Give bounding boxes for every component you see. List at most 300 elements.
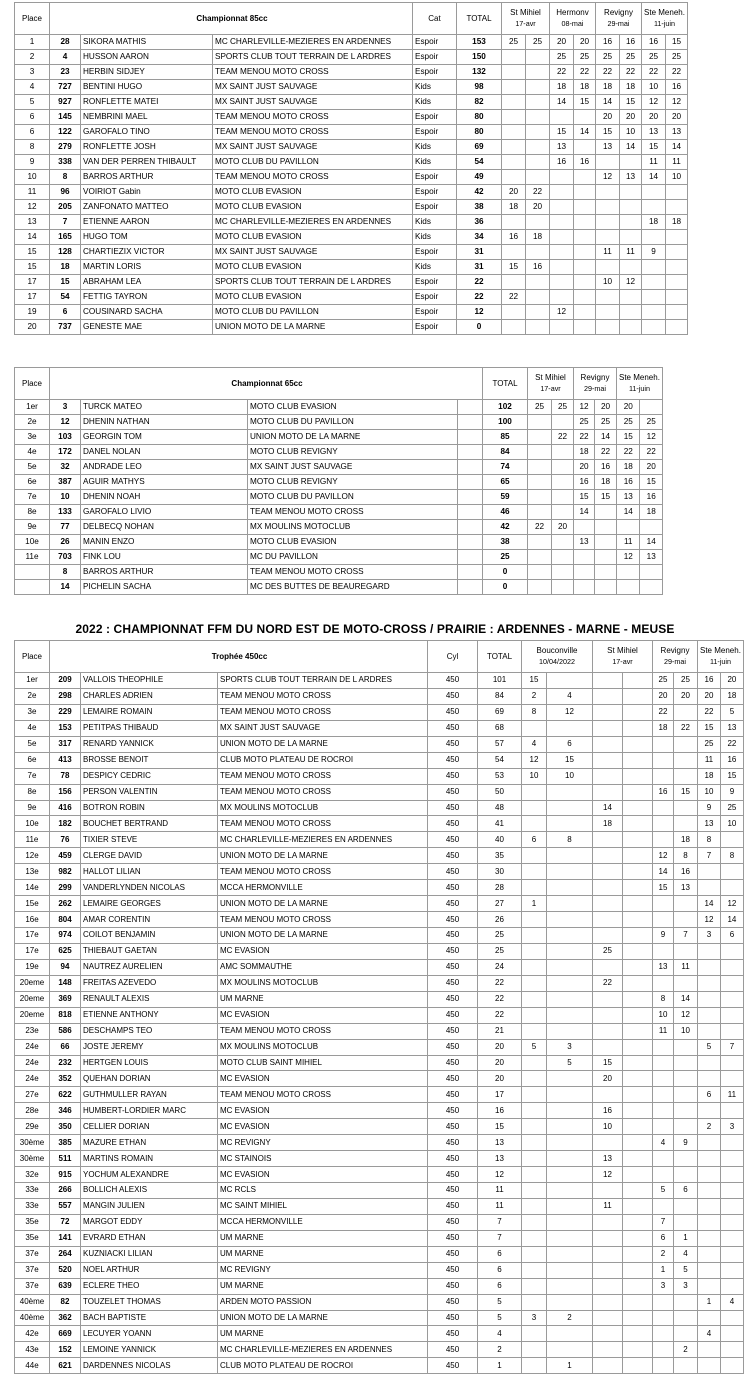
table-row — [15, 290, 688, 305]
place-cell: 11e — [15, 832, 50, 848]
club-cell: MC EVASION — [218, 1007, 428, 1023]
score-cell — [547, 864, 593, 880]
score-cell — [522, 848, 547, 864]
score-cell: 9 — [698, 800, 721, 816]
score-cell — [653, 1198, 674, 1214]
score-cell — [595, 550, 617, 565]
rider-name-cell: FREITAS AZEVEDO — [81, 975, 218, 991]
score-cell — [522, 1246, 547, 1262]
score-cell: 10 — [666, 170, 688, 185]
cat-cell: Kids — [413, 215, 457, 230]
score-cell: 20 — [526, 200, 550, 215]
event-header: Revigny 29-mai — [653, 641, 698, 673]
score-cell — [547, 880, 593, 896]
score-cell: 20 — [574, 35, 596, 50]
rider-number-cell: 262 — [50, 896, 81, 912]
club-cell: TEAM MENOU MOTO CROSS — [218, 864, 428, 880]
empty-cell — [458, 445, 483, 460]
score-cell — [593, 1183, 623, 1199]
cyl-cell: 450 — [428, 1119, 478, 1135]
club-cell: MOTO CLUB EVASION — [213, 230, 413, 245]
score-cell — [522, 784, 547, 800]
rider-number-cell: 385 — [50, 1135, 81, 1151]
empty-cell — [458, 505, 483, 520]
score-cell — [593, 768, 623, 784]
total-cell: 40 — [478, 832, 522, 848]
score-cell: 10 — [620, 125, 642, 140]
score-cell — [720, 880, 743, 896]
score-cell — [698, 1167, 721, 1183]
place-cell: 19e — [15, 959, 50, 975]
score-cell: 14 — [593, 800, 623, 816]
score-cell — [526, 215, 550, 230]
score-cell: 16 — [640, 490, 662, 505]
club-cell: MC REVIGNY — [218, 1262, 428, 1278]
score-cell: 14 — [617, 505, 640, 520]
score-cell — [640, 565, 662, 580]
total-cell: 0 — [483, 565, 528, 580]
score-cell: 5 — [720, 704, 743, 720]
place-cell: 17e — [15, 943, 50, 959]
score-cell — [720, 1055, 743, 1071]
table-row — [15, 943, 744, 959]
cat-cell: Espoir — [413, 305, 457, 320]
total-cell: 46 — [483, 505, 528, 520]
score-cell — [623, 1294, 653, 1310]
score-cell — [593, 673, 623, 689]
table-row — [15, 260, 688, 275]
event-header: St Mihiel 17-avr — [502, 3, 550, 35]
total-cell: 11 — [478, 1198, 522, 1214]
score-cell: 12 — [522, 752, 547, 768]
score-cell: 25 — [502, 35, 526, 50]
total-cell: 41 — [478, 816, 522, 832]
place-cell: 37e — [15, 1246, 50, 1262]
rider-name-cell: QUEHAN DORIAN — [81, 1071, 218, 1087]
total-cell: 13 — [478, 1135, 522, 1151]
score-cell — [720, 975, 743, 991]
rider-number-cell: 15 — [50, 275, 81, 290]
club-cell: MC DU PAVILLON — [248, 550, 458, 565]
club-cell: MC EVASION — [218, 1103, 428, 1119]
score-cell: 12 — [640, 430, 662, 445]
score-cell: 13 — [642, 125, 666, 140]
rider-number-cell: 264 — [50, 1246, 81, 1262]
score-cell — [653, 896, 674, 912]
rider-number-cell: 737 — [50, 320, 81, 335]
score-cell — [522, 1087, 547, 1103]
rider-name-cell: MANIN ENZO — [81, 535, 248, 550]
rider-name-cell: GEORGIN TOM — [81, 430, 248, 445]
club-cell: MX MOULINS MOTOCLUB — [218, 800, 428, 816]
table-row — [15, 1294, 744, 1310]
score-cell: 14 — [653, 864, 674, 880]
cat-cell: Espoir — [413, 110, 457, 125]
score-cell: 11 — [620, 245, 642, 260]
club-cell: SPORTS CLUB TOUT TERRAIN DE L ARDRES — [213, 50, 413, 65]
score-cell: 14 — [642, 170, 666, 185]
total-cell: 102 — [483, 400, 528, 415]
score-cell: 25 — [552, 400, 574, 415]
score-cell — [698, 1278, 721, 1294]
rider-name-cell: VOIRIOT Gabin — [81, 185, 213, 200]
score-cell — [526, 80, 550, 95]
score-cell: 22 — [595, 445, 617, 460]
cyl-cell: 450 — [428, 1151, 478, 1167]
score-cell — [623, 1087, 653, 1103]
score-cell: 16 — [595, 460, 617, 475]
score-cell — [522, 1183, 547, 1199]
rider-name-cell: MANGIN JULIEN — [81, 1198, 218, 1214]
rider-name-cell: DELBECQ NOHAN — [81, 520, 248, 535]
table-row — [15, 1135, 744, 1151]
score-cell: 8 — [674, 848, 698, 864]
score-cell — [502, 275, 526, 290]
cyl-cell: 450 — [428, 736, 478, 752]
score-cell — [522, 1135, 547, 1151]
score-cell — [502, 50, 526, 65]
score-cell: 15 — [595, 490, 617, 505]
place-cell: 2e — [15, 415, 50, 430]
table-row — [15, 475, 663, 490]
rider-number-cell: 122 — [50, 125, 81, 140]
total-cell: 22 — [478, 975, 522, 991]
club-cell: TEAM MENOU MOTO CROSS — [218, 912, 428, 928]
rider-number-cell: 622 — [50, 1087, 81, 1103]
score-cell — [640, 520, 662, 535]
table-row — [15, 800, 744, 816]
score-cell: 18 — [574, 80, 596, 95]
table-row — [15, 550, 663, 565]
score-cell: 11 — [617, 535, 640, 550]
rider-name-cell: BROSSE BENOIT — [81, 752, 218, 768]
score-cell: 8 — [653, 991, 674, 1007]
score-cell: 10 — [596, 275, 620, 290]
empty-cell — [458, 400, 483, 415]
rider-number-cell: 557 — [50, 1198, 81, 1214]
score-cell: 4 — [720, 1294, 743, 1310]
score-cell — [595, 580, 617, 595]
rider-name-cell: FETTIG TAYRON — [81, 290, 213, 305]
score-cell: 18 — [550, 80, 574, 95]
score-cell — [653, 1119, 674, 1135]
score-cell — [547, 1183, 593, 1199]
score-cell: 14 — [574, 125, 596, 140]
score-cell — [620, 155, 642, 170]
score-cell — [642, 230, 666, 245]
score-cell — [593, 1039, 623, 1055]
rider-name-cell: DHENIN NATHAN — [81, 415, 248, 430]
total-cell: 34 — [457, 230, 502, 245]
score-cell: 7 — [653, 1214, 674, 1230]
place-cell: 15 — [15, 260, 50, 275]
score-cell: 22 — [617, 445, 640, 460]
score-cell — [593, 720, 623, 736]
place-cell: 24e — [15, 1071, 50, 1087]
place-cell: 40ème — [15, 1294, 50, 1310]
club-cell: MC DES BUTTES DE BEAUREGARD — [248, 580, 458, 595]
cat-cell: Espoir — [413, 185, 457, 200]
rider-number-cell: 338 — [50, 155, 81, 170]
rider-name-cell: FINK LOU — [81, 550, 248, 565]
total-cell: 65 — [483, 475, 528, 490]
score-cell — [623, 1023, 653, 1039]
score-cell — [552, 475, 574, 490]
place-cell: 42e — [15, 1326, 50, 1342]
score-cell — [502, 155, 526, 170]
score-cell: 16 — [674, 864, 698, 880]
rider-name-cell: ABRAHAM LEA — [81, 275, 213, 290]
cat-cell: Kids — [413, 95, 457, 110]
score-cell — [620, 215, 642, 230]
club-cell: MC EVASION — [218, 943, 428, 959]
score-cell — [574, 260, 596, 275]
score-cell — [552, 580, 574, 595]
place-cell: 8e — [15, 505, 50, 520]
score-cell — [574, 215, 596, 230]
rider-number-cell: 298 — [50, 688, 81, 704]
event-header: Revigny 29-mai — [574, 368, 617, 400]
cat-cell: Espoir — [413, 170, 457, 185]
score-cell — [593, 1310, 623, 1326]
score-cell: 18 — [574, 445, 595, 460]
score-cell — [674, 943, 698, 959]
championship-banner: 2022 : CHAMPIONNAT FFM DU NORD EST DE MOTO-CROSS / PRAIRIE : ARDENNES - MARNE - MEUSE — [75, 622, 675, 636]
score-cell: 22 — [666, 65, 688, 80]
score-cell — [522, 1023, 547, 1039]
rider-number-cell: 10 — [50, 490, 81, 505]
score-cell — [522, 1055, 547, 1071]
place-cell: 12e — [15, 848, 50, 864]
rider-number-cell: 72 — [50, 1214, 81, 1230]
score-cell — [522, 816, 547, 832]
header-row — [15, 368, 663, 400]
place-cell: 6 — [15, 125, 50, 140]
score-cell — [720, 1262, 743, 1278]
score-cell — [547, 720, 593, 736]
cyl-cell: 450 — [428, 1214, 478, 1230]
score-cell — [623, 1278, 653, 1294]
score-cell: 13 — [653, 959, 674, 975]
score-cell: 16 — [653, 784, 674, 800]
score-cell — [642, 275, 666, 290]
total-cell: 20 — [478, 1071, 522, 1087]
cyl-cell: 450 — [428, 1198, 478, 1214]
total-cell: 53 — [478, 768, 522, 784]
rider-number-cell: 915 — [50, 1167, 81, 1183]
club-cell: MC EVASION — [218, 1167, 428, 1183]
score-cell — [547, 1007, 593, 1023]
rider-number-cell: 205 — [50, 200, 81, 215]
score-cell — [653, 832, 674, 848]
club-cell: MC CHARLEVILLE-MEZIERES EN ARDENNES — [218, 1342, 428, 1358]
rider-name-cell: MARTINS ROMAIN — [81, 1151, 218, 1167]
score-cell — [593, 1135, 623, 1151]
score-cell — [526, 170, 550, 185]
score-cell — [522, 991, 547, 1007]
total-header: TOTAL — [483, 368, 528, 400]
rider-name-cell: YOCHUM ALEXANDRE — [81, 1167, 218, 1183]
score-cell — [547, 848, 593, 864]
table-row — [15, 1278, 744, 1294]
place-cell: 10e — [15, 816, 50, 832]
total-cell: 22 — [457, 290, 502, 305]
table-row — [15, 1326, 744, 1342]
rider-number-cell: 165 — [50, 230, 81, 245]
score-cell — [623, 1135, 653, 1151]
score-cell: 3 — [653, 1278, 674, 1294]
score-cell — [547, 1119, 593, 1135]
score-cell — [596, 200, 620, 215]
rider-name-cell: NEMBRINI MAEL — [81, 110, 213, 125]
score-cell — [653, 1071, 674, 1087]
total-cell: 98 — [457, 80, 502, 95]
rider-number-cell: 703 — [50, 550, 81, 565]
empty-cell — [458, 415, 483, 430]
score-cell: 14 — [550, 95, 574, 110]
place-cell: 3e — [15, 704, 50, 720]
club-cell: UNION MOTO DE LA MARNE — [213, 320, 413, 335]
score-cell: 9 — [674, 1135, 698, 1151]
cat-cell: Espoir — [413, 245, 457, 260]
table-row — [15, 864, 744, 880]
club-cell: MOTO CLUB EVASION — [213, 200, 413, 215]
rider-name-cell: DHENIN NOAH — [81, 490, 248, 505]
table-row — [15, 1071, 744, 1087]
score-cell — [674, 1310, 698, 1326]
cyl-cell: 450 — [428, 896, 478, 912]
score-cell — [528, 460, 552, 475]
score-cell — [653, 800, 674, 816]
score-cell: 2 — [698, 1119, 721, 1135]
score-cell — [526, 110, 550, 125]
rider-number-cell: 77 — [50, 520, 81, 535]
score-cell — [574, 140, 596, 155]
score-cell — [522, 720, 547, 736]
score-cell: 12 — [617, 550, 640, 565]
score-cell — [698, 1246, 721, 1262]
score-cell — [720, 1007, 743, 1023]
total-cell: 20 — [478, 1055, 522, 1071]
score-cell — [595, 565, 617, 580]
place-cell: 43e — [15, 1342, 50, 1358]
score-cell — [574, 245, 596, 260]
table-row — [15, 65, 688, 80]
score-cell: 9 — [720, 784, 743, 800]
score-cell: 25 — [674, 673, 698, 689]
score-cell — [593, 784, 623, 800]
score-cell — [674, 1055, 698, 1071]
score-cell: 3 — [522, 1310, 547, 1326]
rider-name-cell: GAROFALO TINO — [81, 125, 213, 140]
club-cell: UNION MOTO DE LA MARNE — [218, 736, 428, 752]
score-cell — [720, 943, 743, 959]
score-cell — [623, 784, 653, 800]
rider-name-cell: PERSON VALENTIN — [81, 784, 218, 800]
score-cell — [620, 200, 642, 215]
score-cell: 16 — [502, 230, 526, 245]
table-row — [15, 1151, 744, 1167]
place-cell: 15 — [15, 245, 50, 260]
rider-name-cell: DANEL NOLAN — [81, 445, 248, 460]
score-cell: 13 — [617, 490, 640, 505]
table-row — [15, 704, 744, 720]
score-cell: 25 — [620, 50, 642, 65]
club-cell: MOTO CLUB EVASION — [248, 400, 458, 415]
empty-cell — [458, 430, 483, 445]
score-cell — [547, 784, 593, 800]
empty-cell — [458, 475, 483, 490]
score-cell: 5 — [522, 1039, 547, 1055]
score-cell — [623, 688, 653, 704]
cyl-cell: 450 — [428, 864, 478, 880]
club-cell: MOTO CLUB EVASION — [213, 260, 413, 275]
rider-name-cell: COUSINARD SACHA — [81, 305, 213, 320]
total-cell: 26 — [478, 912, 522, 928]
total-cell: 50 — [478, 784, 522, 800]
score-cell — [593, 752, 623, 768]
score-cell — [574, 230, 596, 245]
club-cell: MOTO CLUB DU PAVILLON — [248, 490, 458, 505]
rider-number-cell: 94 — [50, 959, 81, 975]
place-cell: 11e — [15, 550, 50, 565]
total-cell: 54 — [457, 155, 502, 170]
score-cell — [526, 140, 550, 155]
club-cell: TEAM MENOU MOTO CROSS — [218, 784, 428, 800]
rider-number-cell: 982 — [50, 864, 81, 880]
cyl-cell: 450 — [428, 752, 478, 768]
score-cell — [674, 1103, 698, 1119]
score-cell: 18 — [653, 720, 674, 736]
score-cell — [653, 912, 674, 928]
place-cell: 9 — [15, 155, 50, 170]
score-cell: 18 — [502, 200, 526, 215]
score-cell — [526, 290, 550, 305]
place-cell: 4e — [15, 720, 50, 736]
score-cell — [674, 1214, 698, 1230]
score-cell — [547, 1087, 593, 1103]
score-cell — [593, 1326, 623, 1342]
club-cell: TEAM MENOU MOTO CROSS — [213, 65, 413, 80]
score-cell — [720, 1326, 743, 1342]
score-cell: 16 — [526, 260, 550, 275]
rider-name-cell: VALLOIS THEOPHILE — [81, 673, 218, 689]
score-cell: 15 — [642, 140, 666, 155]
total-cell: 48 — [478, 800, 522, 816]
score-cell: 8 — [698, 832, 721, 848]
rider-number-cell: 82 — [50, 1294, 81, 1310]
score-cell — [642, 185, 666, 200]
score-cell: 11 — [666, 155, 688, 170]
rider-name-cell: MARTIN LORIS — [81, 260, 213, 275]
score-cell — [674, 1358, 698, 1374]
score-cell: 12 — [620, 275, 642, 290]
score-cell: 15 — [596, 125, 620, 140]
score-cell: 22 — [550, 65, 574, 80]
rider-number-cell: 96 — [50, 185, 81, 200]
score-cell: 4 — [674, 1246, 698, 1262]
place-cell: 2 — [15, 50, 50, 65]
score-cell — [623, 1358, 653, 1374]
score-cell: 14 — [620, 140, 642, 155]
place-cell: 13 — [15, 215, 50, 230]
score-cell — [522, 943, 547, 959]
score-cell — [623, 1103, 653, 1119]
rider-name-cell: TOUZELET THOMAS — [81, 1294, 218, 1310]
score-cell: 22 — [502, 290, 526, 305]
event-header: Hermonv 08-mai — [550, 3, 596, 35]
cyl-cell: 450 — [428, 1230, 478, 1246]
